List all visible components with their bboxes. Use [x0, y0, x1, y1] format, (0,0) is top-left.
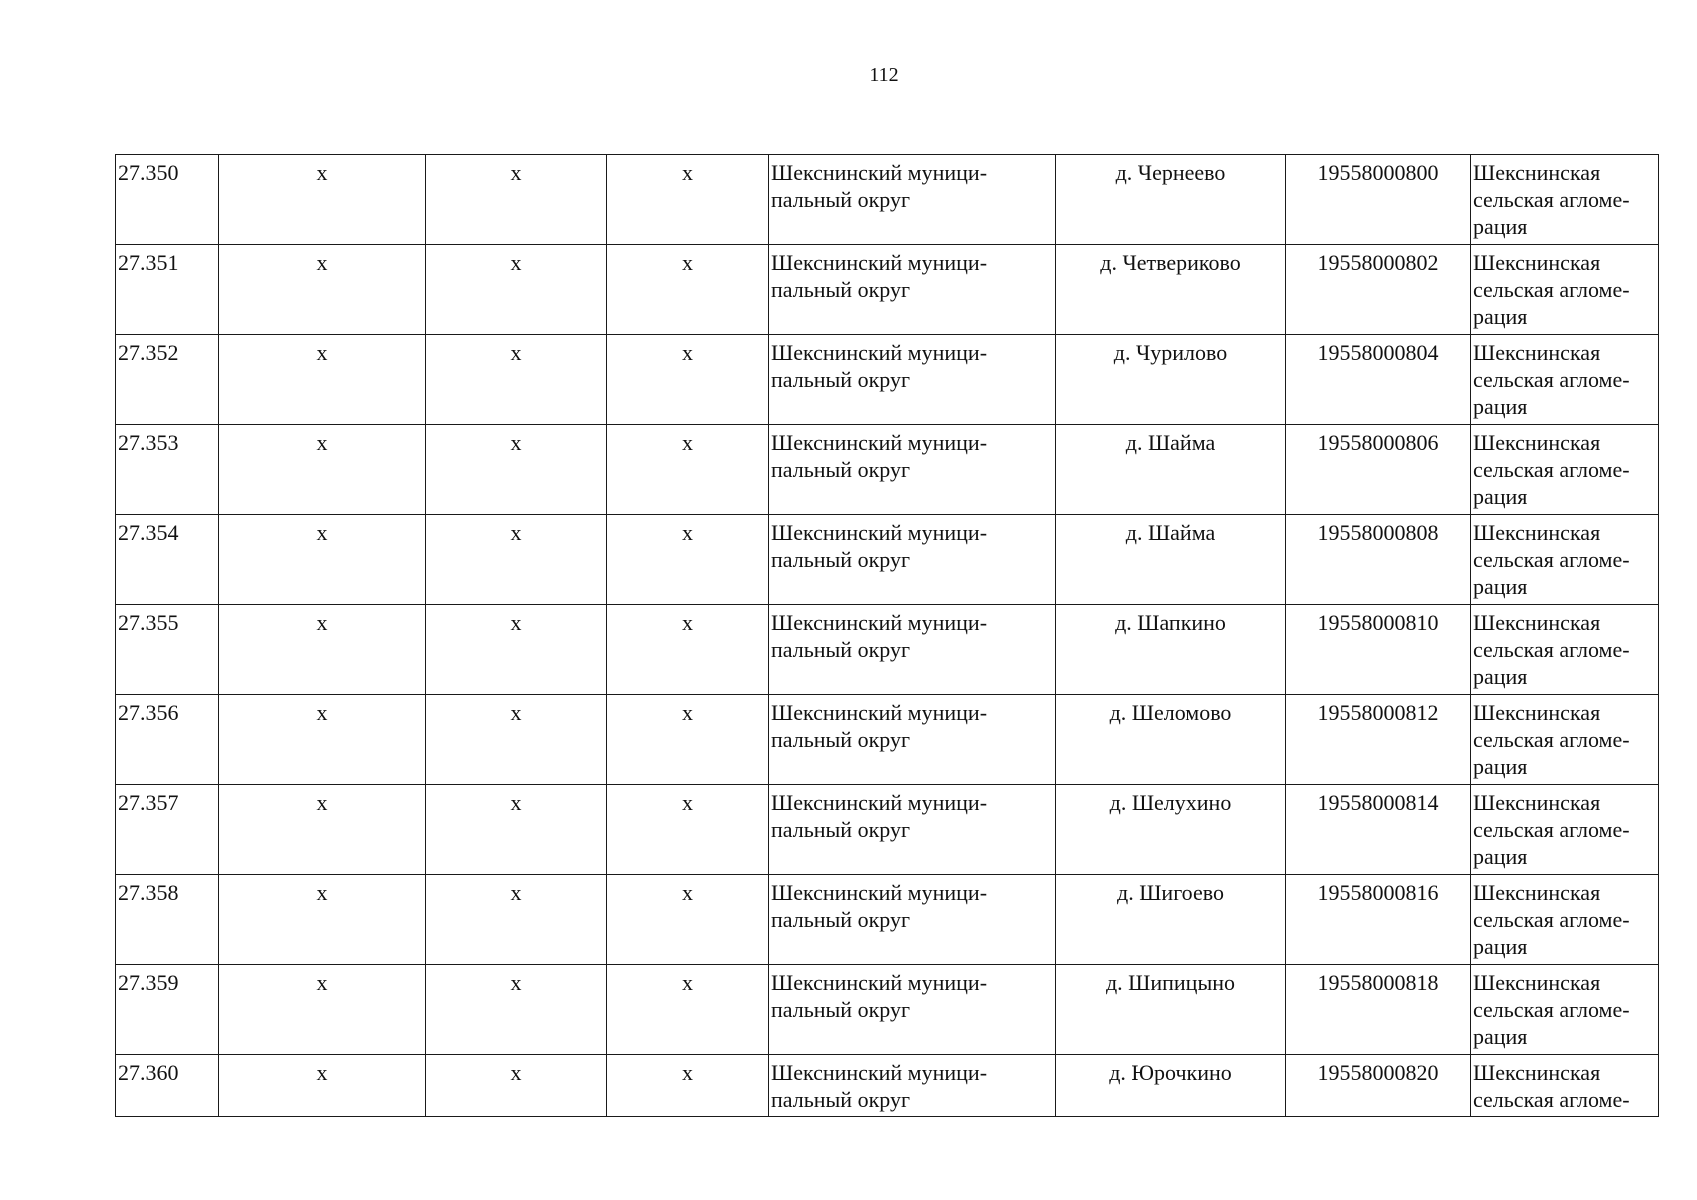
agglomeration-line: сельская агломе-	[1473, 727, 1630, 752]
empty-mark-cell: х	[219, 965, 426, 1055]
agglomeration-line: Шекснинская	[1473, 250, 1601, 275]
empty-mark-cell: х	[607, 785, 769, 875]
table-row	[116, 245, 1659, 335]
district-line: Шекснинский муници-	[771, 340, 988, 365]
district-cell	[769, 515, 1056, 605]
district-cell	[769, 425, 1056, 515]
locality-cell: д. Шипицыно	[1056, 965, 1286, 1055]
agglomeration-line: рация	[1473, 844, 1528, 869]
agglomeration-line: сельская агломе-	[1473, 817, 1630, 842]
agglomeration-cell	[1471, 245, 1659, 335]
district-cell	[769, 785, 1056, 875]
district-line: Шекснинский муници-	[771, 880, 988, 905]
empty-mark-cell: х	[426, 875, 607, 965]
agglomeration-line: рация	[1473, 574, 1528, 599]
table-row	[116, 965, 1659, 1055]
empty-mark-cell: х	[607, 425, 769, 515]
locality-cell: д. Шелухино	[1056, 785, 1286, 875]
district-line: Шекснинский муници-	[771, 160, 988, 185]
locality-cell: д. Шеломово	[1056, 695, 1286, 785]
empty-mark-cell: х	[219, 785, 426, 875]
locality-cell: д. Шайма	[1056, 515, 1286, 605]
agglomeration-cell	[1471, 1055, 1659, 1117]
row-number-cell: 27.351	[116, 245, 219, 335]
locality-cell: д. Чернеево	[1056, 155, 1286, 245]
district-line: Шекснинский муници-	[771, 430, 988, 455]
empty-mark-cell: х	[607, 515, 769, 605]
row-number-cell: 27.350	[116, 155, 219, 245]
empty-mark-cell: х	[219, 605, 426, 695]
district-cell	[769, 695, 1056, 785]
empty-mark-cell: х	[219, 155, 426, 245]
agglomeration-line: сельская агломе-	[1473, 1087, 1630, 1112]
oktmo-code-cell: 19558000800	[1286, 155, 1471, 245]
district-line: Шекснинский муници-	[771, 790, 988, 815]
empty-mark-cell: х	[219, 425, 426, 515]
oktmo-code-cell: 19558000816	[1286, 875, 1471, 965]
district-cell	[769, 1055, 1056, 1117]
agglomeration-line: Шекснинская	[1473, 1060, 1601, 1085]
row-number-cell: 27.358	[116, 875, 219, 965]
agglomeration-line: рация	[1473, 664, 1528, 689]
agglomeration-line: сельская агломе-	[1473, 277, 1630, 302]
district-cell	[769, 155, 1056, 245]
district-line: пальный округ	[771, 1087, 910, 1112]
empty-mark-cell: х	[426, 1055, 607, 1117]
agglomeration-cell	[1471, 515, 1659, 605]
agglomeration-line: сельская агломе-	[1473, 547, 1630, 572]
empty-mark-cell: х	[607, 965, 769, 1055]
table-row	[116, 1055, 1659, 1117]
agglomeration-cell	[1471, 695, 1659, 785]
agglomeration-line: рация	[1473, 304, 1528, 329]
agglomeration-cell	[1471, 785, 1659, 875]
empty-mark-cell: х	[219, 695, 426, 785]
empty-mark-cell: х	[607, 875, 769, 965]
empty-mark-cell: х	[219, 1055, 426, 1117]
row-number-cell: 27.354	[116, 515, 219, 605]
empty-mark-cell: х	[607, 605, 769, 695]
empty-mark-cell: х	[426, 785, 607, 875]
agglomeration-line: Шекснинская	[1473, 160, 1601, 185]
agglomeration-cell	[1471, 875, 1659, 965]
empty-mark-cell: х	[426, 335, 607, 425]
district-line: пальный округ	[771, 367, 910, 392]
agglomeration-line: сельская агломе-	[1473, 457, 1630, 482]
oktmo-code-cell: 19558000810	[1286, 605, 1471, 695]
oktmo-code-cell: 19558000812	[1286, 695, 1471, 785]
locality-cell: д. Шапкино	[1056, 605, 1286, 695]
agglomeration-line: рация	[1473, 484, 1528, 509]
oktmo-code-cell: 19558000818	[1286, 965, 1471, 1055]
empty-mark-cell: х	[607, 335, 769, 425]
table-row	[116, 785, 1659, 875]
agglomeration-line: Шекснинская	[1473, 430, 1601, 455]
agglomeration-line: Шекснинская	[1473, 970, 1601, 995]
row-number-cell: 27.355	[116, 605, 219, 695]
district-cell	[769, 245, 1056, 335]
table-row	[116, 335, 1659, 425]
district-cell	[769, 965, 1056, 1055]
agglomeration-line: рация	[1473, 934, 1528, 959]
empty-mark-cell: х	[219, 515, 426, 605]
empty-mark-cell: х	[607, 1055, 769, 1117]
table-row	[116, 515, 1659, 605]
agglomeration-line: рация	[1473, 1024, 1528, 1049]
empty-mark-cell: х	[426, 245, 607, 335]
agglomeration-line: сельская агломе-	[1473, 997, 1630, 1022]
locality-cell: д. Четвериково	[1056, 245, 1286, 335]
district-line: пальный округ	[771, 907, 910, 932]
agglomeration-line: сельская агломе-	[1473, 367, 1630, 392]
row-number-cell: 27.359	[116, 965, 219, 1055]
district-cell	[769, 335, 1056, 425]
table-row	[116, 155, 1659, 245]
oktmo-code-cell: 19558000804	[1286, 335, 1471, 425]
district-line: Шекснинский муници-	[771, 700, 988, 725]
agglomeration-line: рация	[1473, 754, 1528, 779]
empty-mark-cell: х	[426, 155, 607, 245]
district-line: Шекснинский муници-	[771, 1060, 988, 1085]
district-line: пальный округ	[771, 277, 910, 302]
agglomeration-cell	[1471, 155, 1659, 245]
empty-mark-cell: х	[426, 695, 607, 785]
district-line: Шекснинский муници-	[771, 610, 988, 635]
row-number-cell: 27.353	[116, 425, 219, 515]
agglomeration-line: Шекснинская	[1473, 520, 1601, 545]
agglomeration-line: Шекснинская	[1473, 610, 1601, 635]
agglomeration-line: рация	[1473, 394, 1528, 419]
agglomeration-line: сельская агломе-	[1473, 187, 1630, 212]
table-row	[116, 695, 1659, 785]
empty-mark-cell: х	[426, 515, 607, 605]
oktmo-code-cell: 19558000814	[1286, 785, 1471, 875]
district-line: пальный округ	[771, 187, 910, 212]
district-line: пальный округ	[771, 547, 910, 572]
empty-mark-cell: х	[607, 695, 769, 785]
empty-mark-cell: х	[219, 245, 426, 335]
row-number-cell: 27.360	[116, 1055, 219, 1117]
row-number-cell: 27.352	[116, 335, 219, 425]
table-row	[116, 425, 1659, 515]
district-line: пальный округ	[771, 457, 910, 482]
locality-cell: д. Юрочкино	[1056, 1055, 1286, 1117]
oktmo-code-cell: 19558000820	[1286, 1055, 1471, 1117]
agglomeration-line: Шекснинская	[1473, 340, 1601, 365]
district-cell	[769, 605, 1056, 695]
district-line: пальный округ	[771, 997, 910, 1022]
district-line: пальный округ	[771, 727, 910, 752]
district-line: Шекснинский муници-	[771, 970, 988, 995]
agglomeration-line: Шекснинская	[1473, 790, 1601, 815]
oktmo-code-cell: 19558000808	[1286, 515, 1471, 605]
table-row	[116, 875, 1659, 965]
agglomeration-line: Шекснинская	[1473, 880, 1601, 905]
agglomeration-line: сельская агломе-	[1473, 907, 1630, 932]
empty-mark-cell: х	[426, 965, 607, 1055]
locality-cell: д. Шайма	[1056, 425, 1286, 515]
empty-mark-cell: х	[219, 875, 426, 965]
oktmo-code-cell: 19558000802	[1286, 245, 1471, 335]
district-line: Шекснинский муници-	[771, 250, 988, 275]
table-row	[116, 605, 1659, 695]
row-number-cell: 27.357	[116, 785, 219, 875]
empty-mark-cell: х	[219, 335, 426, 425]
district-line: пальный округ	[771, 637, 910, 662]
page-number: 112	[869, 64, 899, 86]
agglomeration-line: рация	[1473, 214, 1528, 239]
locality-cell: д. Шигоево	[1056, 875, 1286, 965]
agglomeration-cell	[1471, 965, 1659, 1055]
oktmo-code-cell: 19558000806	[1286, 425, 1471, 515]
empty-mark-cell: х	[607, 245, 769, 335]
empty-mark-cell: х	[426, 605, 607, 695]
agglomeration-cell	[1471, 605, 1659, 695]
district-line: Шекснинский муници-	[771, 520, 988, 545]
district-cell	[769, 875, 1056, 965]
settlements-table	[115, 154, 1659, 1117]
agglomeration-cell	[1471, 335, 1659, 425]
agglomeration-line: Шекснинская	[1473, 700, 1601, 725]
empty-mark-cell: х	[426, 425, 607, 515]
row-number-cell: 27.356	[116, 695, 219, 785]
locality-cell: д. Чурилово	[1056, 335, 1286, 425]
agglomeration-cell	[1471, 425, 1659, 515]
agglomeration-line: сельская агломе-	[1473, 637, 1630, 662]
district-line: пальный округ	[771, 817, 910, 842]
empty-mark-cell: х	[607, 155, 769, 245]
